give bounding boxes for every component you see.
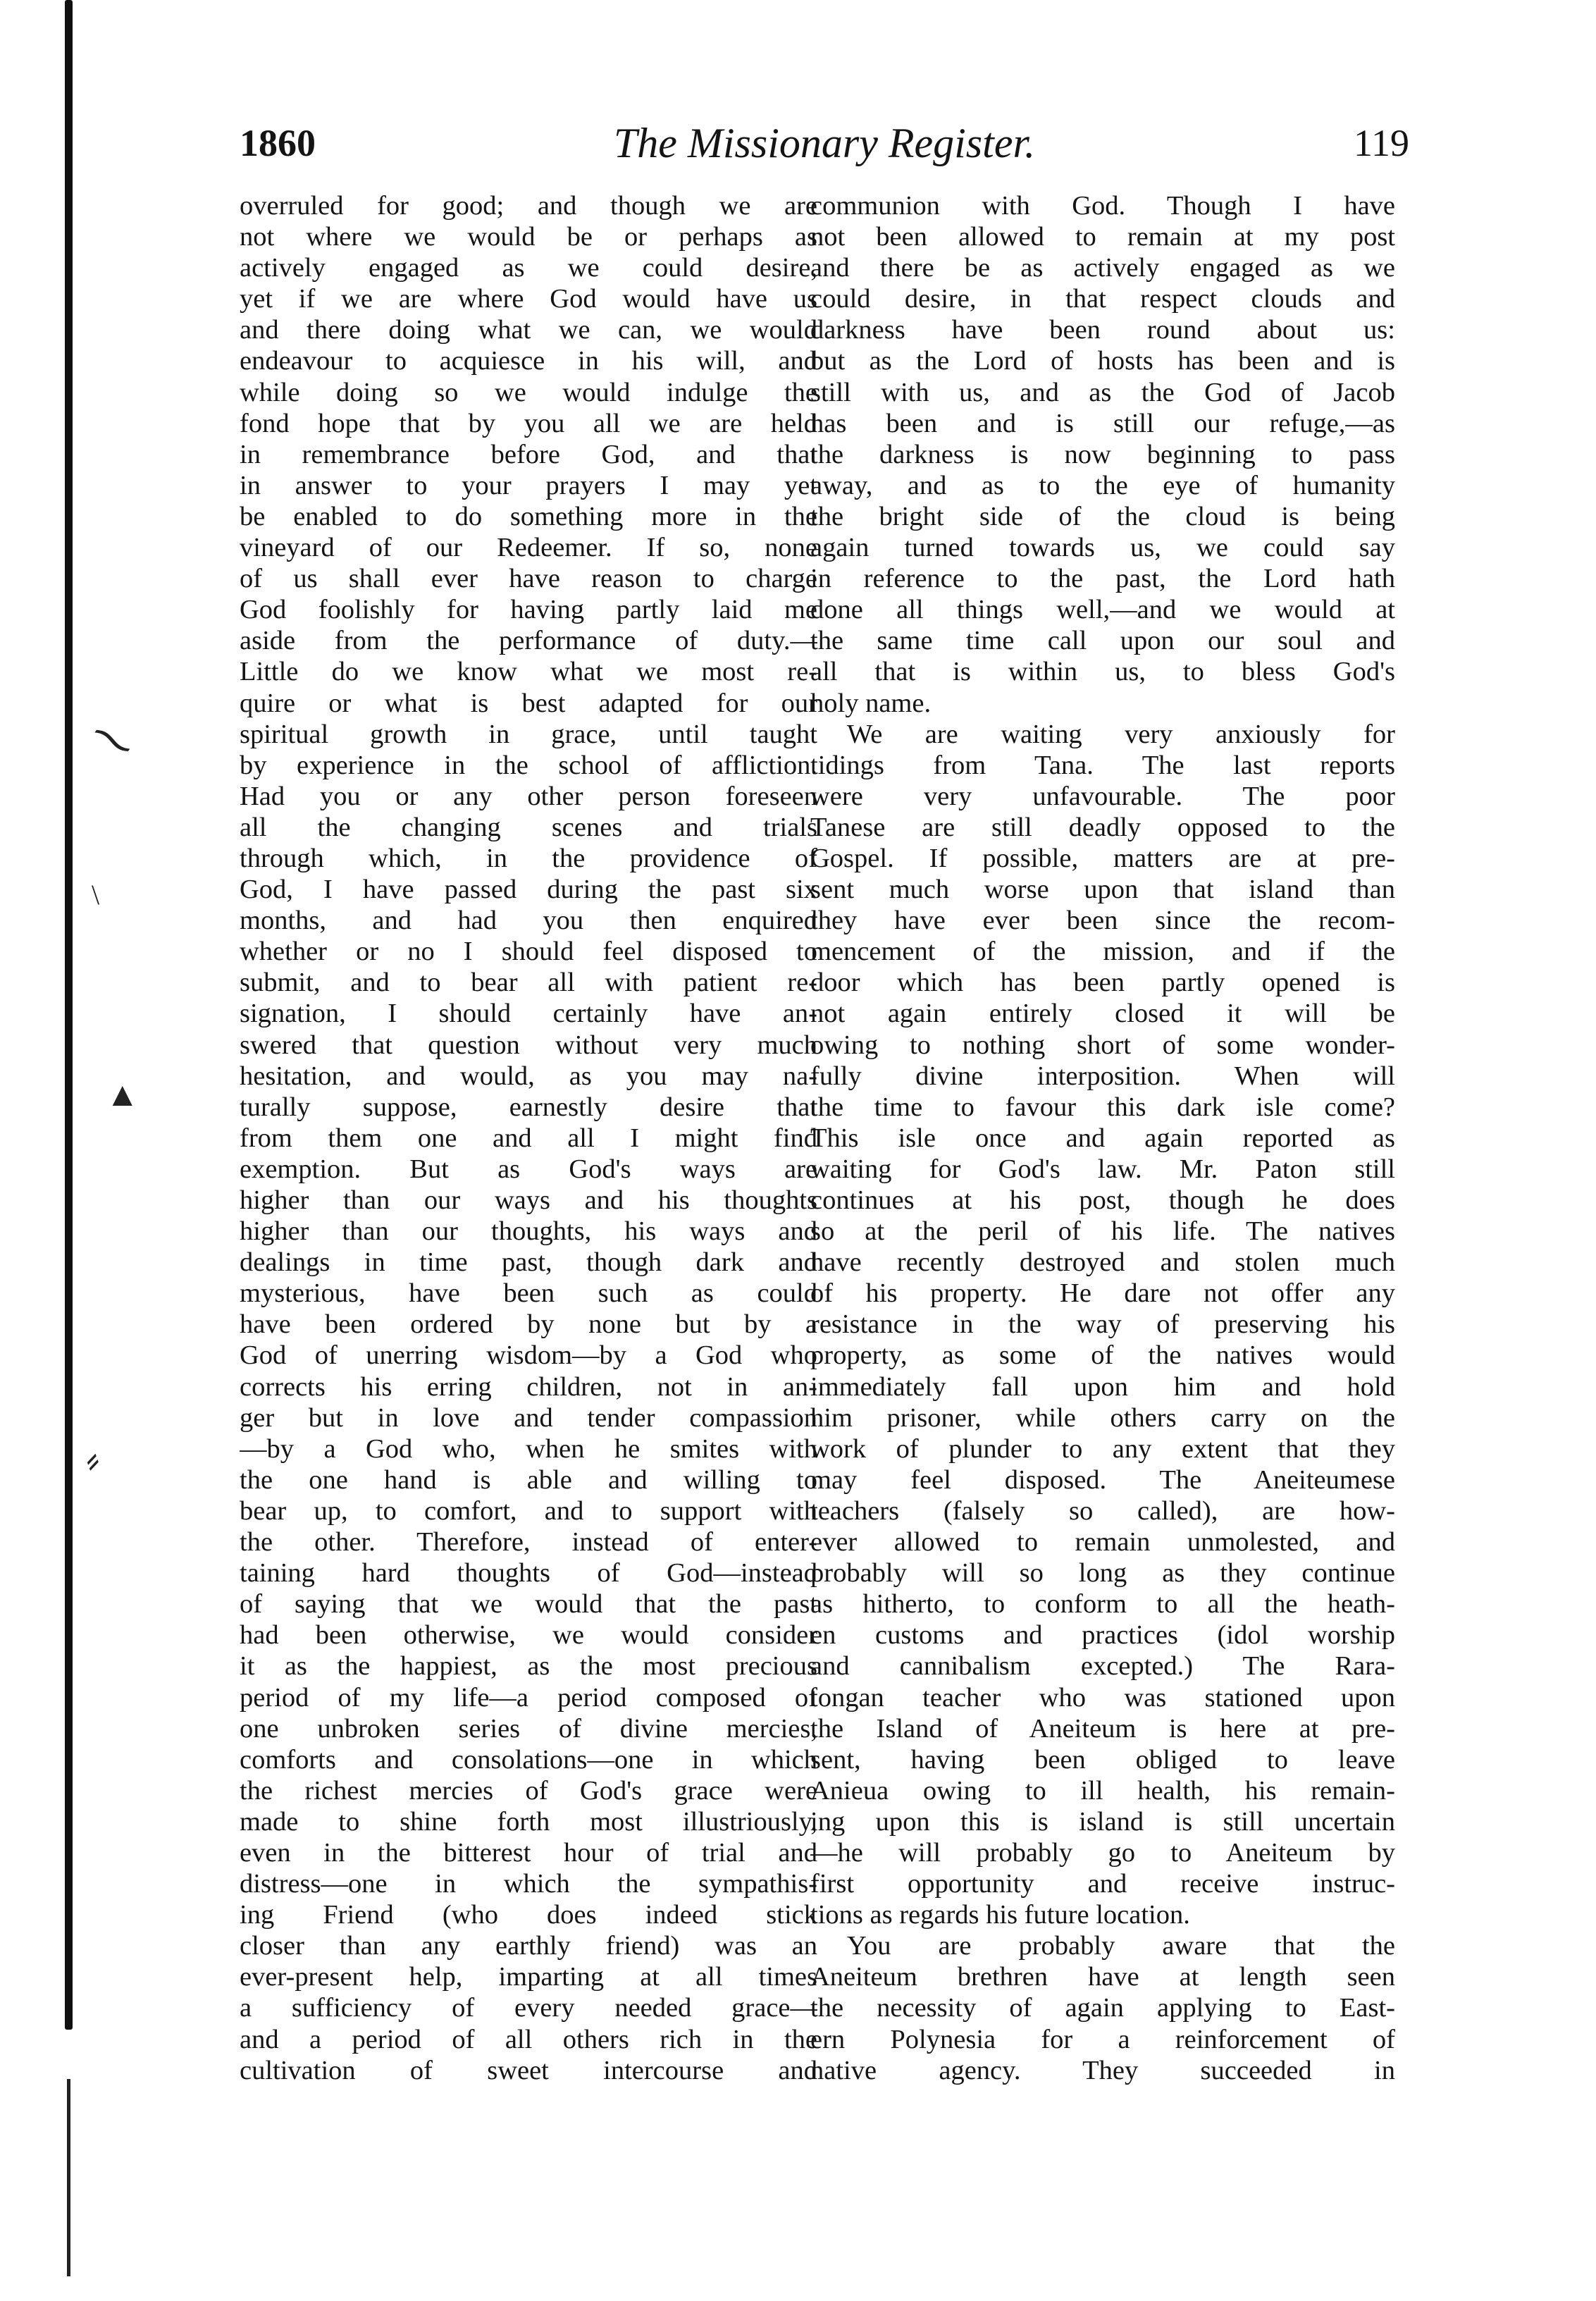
- text-line: all the changing scenes and trials: [240, 812, 817, 842]
- text-line: Anieua owing to ill health, his remain-: [810, 1775, 1395, 1806]
- text-line: You are probably aware that the: [847, 1931, 1395, 1961]
- text-line: continues at his post, though he does: [810, 1185, 1395, 1215]
- text-line: and there doing what we can, we would: [240, 315, 817, 345]
- text-line: holy name.: [810, 688, 932, 718]
- text-line: all that is within us, to bless God's: [810, 657, 1395, 687]
- text-line: from them one and all I might find: [240, 1123, 817, 1153]
- text-line: sent much worse upon that island than: [810, 875, 1395, 905]
- text-line: corrects his erring children, not in an-: [240, 1371, 817, 1402]
- text-line: tions as regards his future location.: [810, 1900, 1190, 1930]
- text-line: the one hand is able and willing to: [240, 1464, 817, 1495]
- text-line: period of my life—a period composed of: [240, 1682, 817, 1713]
- text-line: not been allowed to remain at my post: [810, 222, 1395, 252]
- text-line: higher than our ways and his thoughts: [240, 1185, 817, 1215]
- text-line: work of plunder to any extent that they: [810, 1433, 1395, 1464]
- text-line: signation, I should certainly have an-: [240, 999, 817, 1029]
- text-line: of his property. He dare not offer any: [810, 1278, 1395, 1309]
- text-line: the richest mercies of God's grace were: [240, 1775, 817, 1806]
- text-line: the necessity of again applying to East-: [810, 1993, 1395, 2023]
- text-line: fond hope that by you all we are held: [240, 408, 817, 438]
- text-line: door which has been partly opened is: [810, 968, 1395, 998]
- text-line: —by a God who, when he smites with: [240, 1433, 817, 1464]
- text-line: Tanese are still deadly opposed to the: [810, 812, 1395, 842]
- text-line: made to shine forth most illustriously,: [240, 1806, 817, 1837]
- text-line: by experience in the school of affliction.: [240, 750, 817, 780]
- text-line: owing to nothing short of some wonder-: [810, 1030, 1395, 1060]
- text-line: en customs and practices (idol worship: [810, 1620, 1395, 1651]
- text-line: ern Polynesia for a reinforcement of: [810, 2024, 1395, 2054]
- text-line: Aneiteum brethren have at length seen: [810, 1962, 1395, 1992]
- text-line: have recently destroyed and stolen much: [810, 1247, 1395, 1278]
- text-line: a sufficiency of every needed grace—: [240, 1993, 817, 2023]
- text-line: whether or no I should feel disposed to: [240, 937, 817, 967]
- text-line: him prisoner, while others carry on the: [810, 1402, 1395, 1433]
- margin-pencil-mark: ⸗: [77, 1434, 106, 1483]
- text-line: —he will probably go to Aneiteum by: [810, 1837, 1395, 1868]
- text-line: resistance in the way of preserving his: [810, 1309, 1395, 1340]
- margin-pencil-mark: ▲: [106, 1076, 140, 1114]
- text-line: higher than our thoughts, his ways and: [240, 1216, 817, 1247]
- text-line: God of unerring wisdom—by a God who: [240, 1340, 817, 1371]
- page-header: [240, 118, 1409, 168]
- text-line: immediately fall upon him and hold: [810, 1371, 1395, 1402]
- text-line: submit, and to bear all with patient re-: [240, 968, 817, 998]
- text-line: done all things well,—and we would at: [810, 595, 1395, 625]
- text-line: has been and is still our refuge,—as: [810, 408, 1395, 438]
- text-line: communion with God. Though I have: [810, 191, 1395, 221]
- text-line: aside from the performance of duty.—: [240, 626, 817, 656]
- text-line: ever-present help, imparting at all times: [240, 1962, 817, 1992]
- text-line: even in the bitterest hour of trial and: [240, 1837, 817, 1868]
- text-line: and there be as actively engaged as we: [810, 253, 1395, 283]
- text-line: first opportunity and receive instruc-: [810, 1869, 1395, 1899]
- text-line: the darkness is now beginning to pass: [810, 439, 1395, 469]
- text-line: ing upon this is island is still uncertain: [810, 1806, 1395, 1837]
- text-line: overruled for good; and though we are: [240, 191, 817, 221]
- text-line: spiritual growth in grace, until taught: [240, 719, 817, 749]
- text-line: the bright side of the cloud is being: [810, 501, 1395, 531]
- header-title: The Missionary Register.: [613, 120, 1036, 166]
- text-line: mysterious, have been such as could: [240, 1278, 817, 1309]
- text-line: of us shall ever have reason to charge: [240, 564, 817, 594]
- text-line: could desire, in that respect clouds and: [810, 284, 1395, 314]
- text-line: taining hard thoughts of God—instead: [240, 1558, 817, 1589]
- text-line: still with us, and as the God of Jacob: [810, 377, 1395, 407]
- text-line: endeavour to acquiesce in his will, and: [240, 346, 817, 376]
- text-line: be enabled to do something more in the: [240, 501, 817, 531]
- text-line: fully divine interposition. When will: [810, 1061, 1395, 1091]
- text-line: darkness have been round about us:: [810, 315, 1395, 345]
- text-line: This isle once and again reported as: [810, 1123, 1395, 1153]
- text-line: not where we would be or perhaps as: [240, 222, 817, 252]
- text-line: comforts and consolations—one in which: [240, 1744, 817, 1775]
- text-line: quire or what is best adapted for our: [240, 688, 817, 718]
- text-line: away, and as to the eye of humanity: [810, 470, 1395, 500]
- text-line: and cannibalism excepted.) The Rara-: [810, 1651, 1395, 1682]
- text-line: but as the Lord of hosts has been and is: [810, 346, 1395, 376]
- text-line: again turned towards us, we could say: [810, 533, 1395, 563]
- text-line: yet if we are where God would have us: [240, 284, 817, 314]
- text-line: Little do we know what we most re-: [240, 657, 817, 687]
- page-binding-edge-lower: [67, 2079, 70, 2276]
- text-line: ger but in love and tender compassion: [240, 1402, 817, 1433]
- text-line: distress—one in which the sympathis-: [240, 1869, 817, 1899]
- left-text-column: [240, 190, 817, 2086]
- text-line: mencement of the mission, and if the: [810, 937, 1395, 967]
- margin-pencil-mark: \: [92, 879, 100, 911]
- text-line: months, and had you then enquired: [240, 906, 817, 936]
- page-binding-edge: [65, 0, 73, 2030]
- text-line: ever allowed to remain unmolested, and: [810, 1527, 1395, 1557]
- text-line: God foolishly for having partly laid me: [240, 595, 817, 625]
- text-line: not again entirely closed it will be: [810, 999, 1395, 1029]
- text-line: one unbroken series of divine mercies,: [240, 1713, 817, 1744]
- text-line: so at the peril of his life. The natives: [810, 1216, 1395, 1247]
- text-line: in answer to your prayers I may yet: [240, 470, 817, 500]
- text-line: bear up, to comfort, and to support with: [240, 1495, 817, 1526]
- text-line: turally suppose, earnestly desire that: [240, 1092, 817, 1122]
- text-line: have been ordered by none but by a: [240, 1309, 817, 1340]
- text-line: the time to favour this dark isle come?: [810, 1092, 1395, 1122]
- text-line: teachers (falsely so called), are how-: [810, 1495, 1395, 1526]
- text-line: tidings from Tana. The last reports: [810, 750, 1395, 780]
- text-line: hesitation, and would, as you may na-: [240, 1061, 817, 1091]
- text-line: property, as some of the natives would: [810, 1340, 1395, 1371]
- text-line: actively engaged as we could desire,: [240, 253, 817, 283]
- right-text-column: [810, 190, 1395, 2086]
- header-page-number: 119: [1354, 122, 1409, 164]
- text-line: they have ever been since the recom-: [810, 906, 1395, 936]
- text-line: in reference to the past, the Lord hath: [810, 564, 1395, 594]
- text-line: We are waiting very anxiously for: [847, 719, 1395, 749]
- text-line: exemption. But as God's ways are: [240, 1154, 817, 1184]
- text-line: ing Friend (who does indeed stick: [240, 1900, 817, 1930]
- text-line: Gospel. If possible, matters are at pre-: [810, 843, 1395, 873]
- text-line: closer than any earthly friend) was an: [240, 1931, 817, 1961]
- text-line: dealings in time past, though dark and: [240, 1247, 817, 1278]
- text-line: waiting for God's law. Mr. Paton still: [810, 1154, 1395, 1184]
- text-line: the other. Therefore, instead of enter-: [240, 1527, 817, 1557]
- text-line: native agency. They succeeded in: [810, 2055, 1395, 2085]
- text-line: as hitherto, to conform to all the heath-: [810, 1589, 1395, 1620]
- text-line: through which, in the providence of: [240, 843, 817, 873]
- text-line: were very unfavourable. The poor: [810, 781, 1395, 811]
- text-line: Had you or any other person foreseen: [240, 781, 817, 811]
- text-line: while doing so we would indulge the: [240, 377, 817, 407]
- text-line: vineyard of our Redeemer. If so, none: [240, 533, 817, 563]
- text-line: it as the happiest, as the most precious: [240, 1651, 817, 1682]
- text-line: the same time call upon our soul and: [810, 626, 1395, 656]
- text-line: had been otherwise, we would consider: [240, 1620, 817, 1651]
- text-line: sent, having been obliged to leave: [810, 1744, 1395, 1775]
- header-year: 1860: [240, 122, 316, 164]
- text-line: God, I have passed during the past six: [240, 875, 817, 905]
- text-line: cultivation of sweet intercourse and: [240, 2055, 817, 2085]
- text-line: the Island of Aneiteum is here at pre-: [810, 1713, 1395, 1744]
- text-line: in remembrance before God, and that: [240, 439, 817, 469]
- text-line: swered that question without very much: [240, 1030, 817, 1060]
- text-line: and a period of all others rich in the: [240, 2024, 817, 2054]
- text-line: tongan teacher who was stationed upon: [810, 1682, 1395, 1713]
- text-line: may feel disposed. The Aneiteumese: [810, 1464, 1395, 1495]
- text-line: of saying that we would that the past: [240, 1589, 817, 1620]
- margin-pencil-mark: ⁓: [82, 708, 144, 772]
- text-line: probably will so long as they continue: [810, 1558, 1395, 1589]
